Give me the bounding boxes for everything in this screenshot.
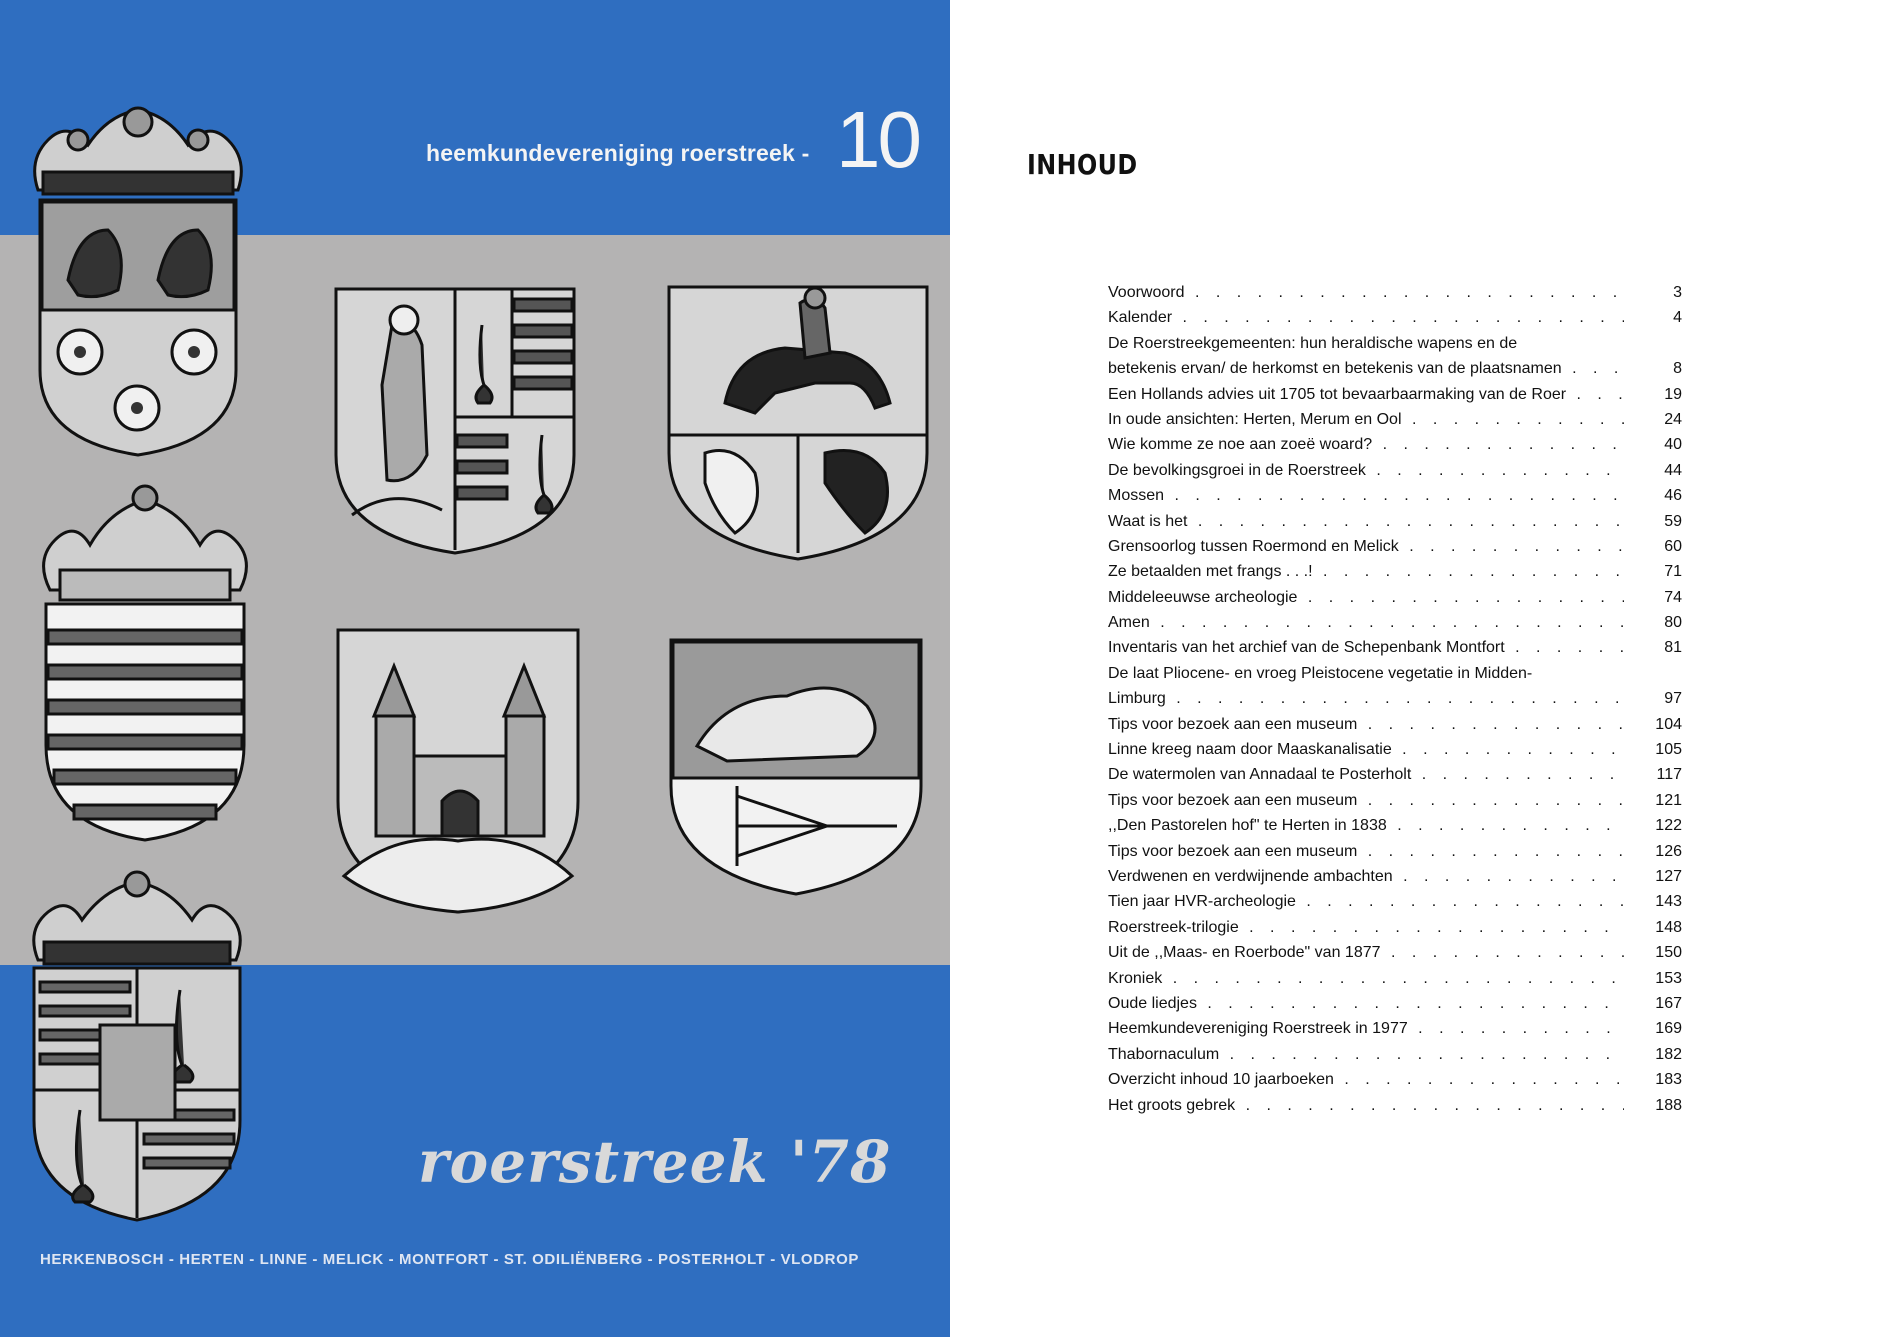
toc-entry-title: Voorwoord . . . xyxy=(1108,280,1624,305)
toc-entry-title: Tips voor bezoek aan een museum . . . xyxy=(1108,788,1624,813)
toc-entry xyxy=(1108,940,1682,965)
toc-entry xyxy=(1108,382,1682,407)
toc-entry-page: 24 xyxy=(1664,410,1682,428)
toc-entry xyxy=(1108,534,1682,559)
toc-entry xyxy=(1108,356,1682,381)
toc-entry xyxy=(1108,864,1682,889)
toc-entry xyxy=(1108,1067,1682,1092)
toc-entry xyxy=(1108,407,1682,432)
toc-entry xyxy=(1108,762,1682,787)
toc-entry xyxy=(1108,559,1682,584)
toc-entry-page: 143 xyxy=(1655,893,1682,911)
toc-entry-page: 80 xyxy=(1664,614,1682,632)
toc-entry xyxy=(1108,635,1682,660)
toc-entry-page: 19 xyxy=(1664,385,1682,403)
toc-entry-title: De Roerstreekgemeenten: hun heraldische wapens en de xyxy=(1108,334,1518,352)
toc-list xyxy=(1108,280,1682,1118)
toc-entry xyxy=(1108,458,1682,483)
toc-entry xyxy=(1108,432,1682,457)
toc-entry-title: Tips voor bezoek aan een museum . . . xyxy=(1108,712,1624,737)
toc-entry-title: Heemkundevereniging Roerstreek in 1977 . . . xyxy=(1108,1016,1624,1041)
toc-entry-title: Limburg . . . xyxy=(1108,686,1624,711)
toc-entry-title: Waat is het . . . xyxy=(1108,509,1624,534)
toc-entry-page: 182 xyxy=(1655,1045,1682,1063)
toc-entry xyxy=(1108,712,1682,737)
toc-entry-page: 8 xyxy=(1673,360,1682,378)
toc-entry xyxy=(1108,915,1682,940)
toc-entry xyxy=(1108,1042,1682,1067)
toc-entry-title: Roerstreek-trilogie . . . xyxy=(1108,915,1624,940)
toc-entry xyxy=(1108,1093,1682,1118)
toc-entry-title: Een Hollands advies uit 1705 tot bevaarbaarmaking van de Roer . . . xyxy=(1108,382,1624,407)
toc-entry-title: Linne kreeg naam door Maaskanalisatie . . . xyxy=(1108,737,1624,762)
toc-entry-title: Overzicht inhoud 10 jaarboeken . . . xyxy=(1108,1067,1624,1092)
toc-entry xyxy=(1108,331,1682,356)
toc-entry-page: 104 xyxy=(1655,715,1682,733)
toc-entry xyxy=(1108,305,1682,330)
toc-entry-title: Uit de ,,Maas- en Roerbode" van 1877 . . . xyxy=(1108,940,1624,965)
toc-entry-title: Tips voor bezoek aan een museum . . . xyxy=(1108,839,1624,864)
toc-entry-page: 122 xyxy=(1655,817,1682,835)
toc-entry-page: 127 xyxy=(1655,867,1682,885)
toc-entry-title: Wie komme ze noe aan zoeë woard? . . . xyxy=(1108,432,1624,457)
toc-entry xyxy=(1108,585,1682,610)
toc-entry-title: Grensoorlog tussen Roermond en Melick . . . xyxy=(1108,534,1624,559)
cover-heading: heemkundevereniging roerstreek - xyxy=(426,140,810,166)
toc-title: INHOUD xyxy=(1027,148,1138,181)
toc-entry-page: 148 xyxy=(1655,918,1682,936)
toc-entry-page: 153 xyxy=(1655,969,1682,987)
toc-entry-title: Kroniek . . . xyxy=(1108,966,1624,991)
toc-entry-title: De bevolkingsgroei in de Roerstreek . . . xyxy=(1108,458,1624,483)
toc-entry-page: 71 xyxy=(1664,563,1682,581)
toc-entry-page: 40 xyxy=(1664,436,1682,454)
toc-entry xyxy=(1108,686,1682,711)
toc-entry-title: betekenis ervan/ de herkomst en betekenis van de plaatsnamen . . . xyxy=(1108,356,1624,381)
toc-entry xyxy=(1108,483,1682,508)
toc-entry-title: Tien jaar HVR-archeologie . . . xyxy=(1108,889,1624,914)
toc-entry-page: 4 xyxy=(1673,309,1682,327)
cover-issue-number: 10 xyxy=(836,95,919,184)
toc-entry xyxy=(1108,889,1682,914)
toc-entry xyxy=(1108,737,1682,762)
toc-entry-page: 97 xyxy=(1664,690,1682,708)
toc-entry xyxy=(1108,509,1682,534)
toc-entry xyxy=(1108,280,1682,305)
toc-entry-page: 3 xyxy=(1673,284,1682,301)
toc-entry-title: De watermolen van Annadaal te Posterholt . . . xyxy=(1108,762,1624,787)
toc-entry-page: 169 xyxy=(1655,1020,1682,1038)
toc-entry-title: Thabornaculum . . . xyxy=(1108,1042,1624,1067)
toc-entry-page: 74 xyxy=(1664,588,1682,606)
toc-entry-title: Verdwenen en verdwijnende ambachten . . . xyxy=(1108,864,1624,889)
toc-entry-title: In oude ansichten: Herten, Merum en Ool . . . xyxy=(1108,407,1624,432)
toc-entry xyxy=(1108,1016,1682,1041)
toc-entry-title: Mossen . . . xyxy=(1108,483,1624,508)
toc-entry xyxy=(1108,839,1682,864)
toc-entry-page: 188 xyxy=(1655,1096,1682,1114)
toc-entry-title: ,,Den Pastorelen hof" te Herten in 1838 . . . xyxy=(1108,813,1624,838)
toc-entry-title: Middeleeuwse archeologie . . . xyxy=(1108,585,1624,610)
cover-place-names: HERKENBOSCH - HERTEN - LINNE - MELICK - MONTFORT - ST. ODILIËNBERG - POSTERHOLT - VLODROP xyxy=(40,1251,859,1268)
toc-entry-title: De laat Pliocene- en vroeg Pleistocene vegetatie in Midden- xyxy=(1108,664,1533,682)
toc-entry-page: 59 xyxy=(1664,512,1682,530)
toc-entry-page: 167 xyxy=(1655,994,1682,1012)
toc-entry-title: Kalender . . . xyxy=(1108,305,1624,330)
toc-entry-page: 81 xyxy=(1664,639,1682,657)
toc-entry-title: Inventaris van het archief van de Schepenbank Montfort . . . xyxy=(1108,635,1624,660)
cover-title: roerstreek '78 xyxy=(418,1128,892,1196)
toc-entry-page: 60 xyxy=(1664,537,1682,555)
toc-entry-page: 44 xyxy=(1664,461,1682,479)
toc-entry-page: 183 xyxy=(1655,1071,1682,1089)
toc-entry-page: 105 xyxy=(1655,741,1682,759)
toc-entry xyxy=(1108,813,1682,838)
toc-entry-title: Ze betaalden met frangs . . .! . . . xyxy=(1108,559,1624,584)
toc-entry-page: 150 xyxy=(1655,944,1682,962)
toc-entry xyxy=(1108,966,1682,991)
toc-entry-page: 121 xyxy=(1655,791,1682,809)
toc-entry-page: 46 xyxy=(1664,487,1682,505)
toc-entry xyxy=(1108,661,1682,686)
toc-entry xyxy=(1108,610,1682,635)
toc-entry-title: Amen . . . xyxy=(1108,610,1624,635)
toc-entry xyxy=(1108,991,1682,1016)
toc-entry-title: Het groots gebrek . . . xyxy=(1108,1093,1624,1118)
toc-entry-title: Oude liedjes . . . xyxy=(1108,991,1624,1016)
toc-entry-page: 117 xyxy=(1656,766,1682,784)
toc-entry xyxy=(1108,788,1682,813)
toc-entry-page: 126 xyxy=(1655,842,1682,860)
